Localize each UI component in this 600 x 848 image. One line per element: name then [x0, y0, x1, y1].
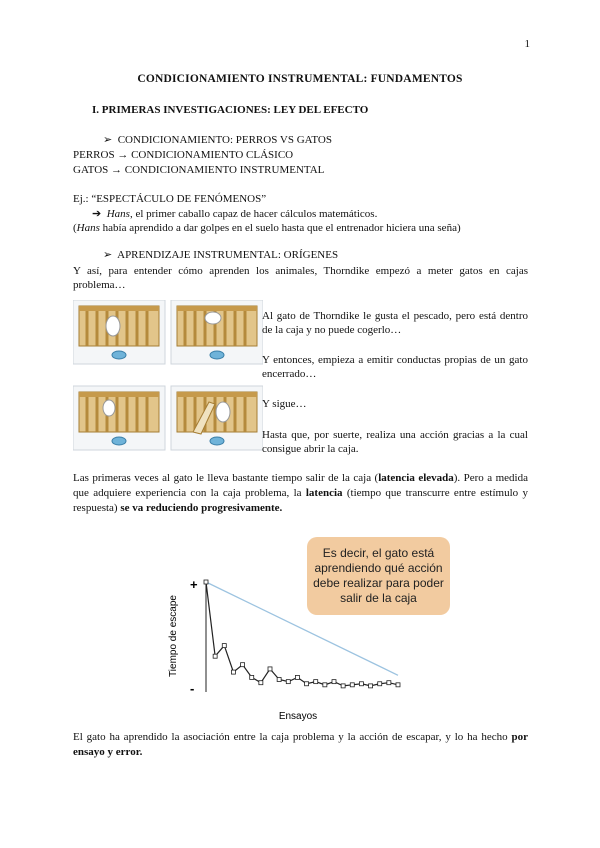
subheading-perros-gatos: CONDICIONAMIENTO: PERROS VS GATOS — [117, 134, 332, 146]
data-point — [359, 682, 363, 686]
data-point — [231, 670, 235, 674]
section-heading: I. PRIMERAS INVESTIGACIONES: LEY DEL EFECTO — [92, 104, 369, 116]
latency-text-c: ). Pero a medida que adquiere experiencia con la caja problema, la — [73, 472, 528, 499]
data-point — [396, 683, 400, 687]
bullet-icon: ➢ — [103, 134, 113, 146]
hans-line-2 — [73, 221, 461, 235]
x-axis-label: Ensayos — [278, 711, 318, 722]
cage-2 — [171, 300, 263, 364]
data-point — [295, 675, 299, 679]
data-point — [341, 684, 345, 688]
bullet-perros-gatos — [103, 133, 332, 147]
data-point — [305, 682, 309, 686]
side-paragraph-2: Y entonces, empieza a emitir conductas propias de un gato encerrado… — [262, 354, 528, 380]
hans-name-2: Hans — [76, 222, 100, 234]
side-paragraph-1: Al gato de Thorndike le gusta el pescado, pero está dentro de la caja y no puede cogerlo… — [262, 310, 528, 336]
data-point — [222, 644, 226, 648]
data-point — [241, 663, 245, 667]
latency-paragraph — [73, 471, 528, 516]
learning-curve-chart — [160, 570, 410, 730]
chart-svg — [160, 570, 410, 730]
data-point — [204, 580, 208, 584]
page-number: 1 — [524, 38, 530, 50]
data-point — [314, 680, 318, 684]
data-point — [387, 681, 391, 685]
document-title: CONDICIONAMIENTO INSTRUMENTAL: FUNDAMENTOS — [137, 73, 463, 85]
hans-line-1 — [92, 207, 377, 221]
conclusion-bold: por ensayo y error. — [73, 731, 528, 758]
y-axis-label: Tiempo de escape — [168, 595, 179, 677]
latency-text-e: (tiempo que transcurre entre estímulo y respuesta) — [73, 487, 528, 514]
paren-open: ( — [73, 222, 77, 234]
arrow-icon: ➔ — [92, 208, 102, 220]
data-point — [323, 683, 327, 687]
data-point — [369, 684, 373, 688]
data-point — [250, 675, 254, 679]
cage-4 — [171, 386, 263, 450]
hans-line-1-text: , el primer caballo capaz de hacer cálculos matemáticos. — [129, 208, 378, 220]
data-point — [213, 654, 217, 658]
latency-text-a: Las primeras veces al gato le lleva bastante tiempo salir de la caja ( — [73, 472, 379, 484]
conclusion-paragraph — [73, 730, 528, 760]
bullet-icon: ➢ — [103, 249, 113, 261]
data-point — [378, 682, 382, 686]
speech-bubble: Es decir, el gato está aprendiendo qué acción debe realizar para poder salir de la caja — [307, 537, 450, 615]
hans-name: Hans — [106, 208, 130, 220]
latency-bold-2: latencia — [305, 487, 343, 499]
side-paragraph-4: Hasta que, por suerte, realiza una acción gracias a la cual consigue abrir la caja. — [262, 429, 528, 455]
data-point — [332, 680, 336, 684]
cage-1 — [73, 300, 165, 364]
side-paragraph-3: Y sigue… — [262, 398, 307, 410]
data-point — [286, 680, 290, 684]
y-tick-low: - — [190, 681, 195, 696]
y-tick-high: + — [190, 577, 198, 592]
intro-paragraph: Y así, para entender cómo aprenden los animales, Thorndike empezó a meter gatos en cajas problema… — [73, 265, 528, 291]
latency-bold-3: se va reduciendo progresivamente. — [120, 502, 283, 514]
hans-line-2-text: había aprendido a dar golpes en el suelo hasta que el entrenador hiciera una seña) — [99, 222, 461, 234]
data-point — [259, 681, 263, 685]
trend-line — [206, 582, 398, 675]
subheading-origenes: APRENDIZAJE INSTRUMENTAL: ORÍGENES — [117, 249, 339, 261]
data-point — [350, 683, 354, 687]
latency-bold-1: latencia elevada — [378, 472, 454, 484]
gatos-line: GATOS → CONDICIONAMIENTO INSTRUMENTAL — [73, 164, 325, 176]
perros-line: PERROS → CONDICIONAMIENTO CLÁSICO — [73, 149, 294, 161]
data-point — [277, 678, 281, 682]
conclusion-text: El gato ha aprendido la asociación entre la caja problema y la acción de escapar, y lo ha hecho — [73, 731, 512, 743]
puzzle-box-illustration — [73, 300, 263, 458]
data-point — [268, 667, 272, 671]
bullet-origenes — [103, 248, 338, 262]
cage-3 — [73, 386, 165, 450]
example-heading: Ej.: “ESPECTÁCULO DE FENÓMENOS” — [73, 193, 267, 205]
